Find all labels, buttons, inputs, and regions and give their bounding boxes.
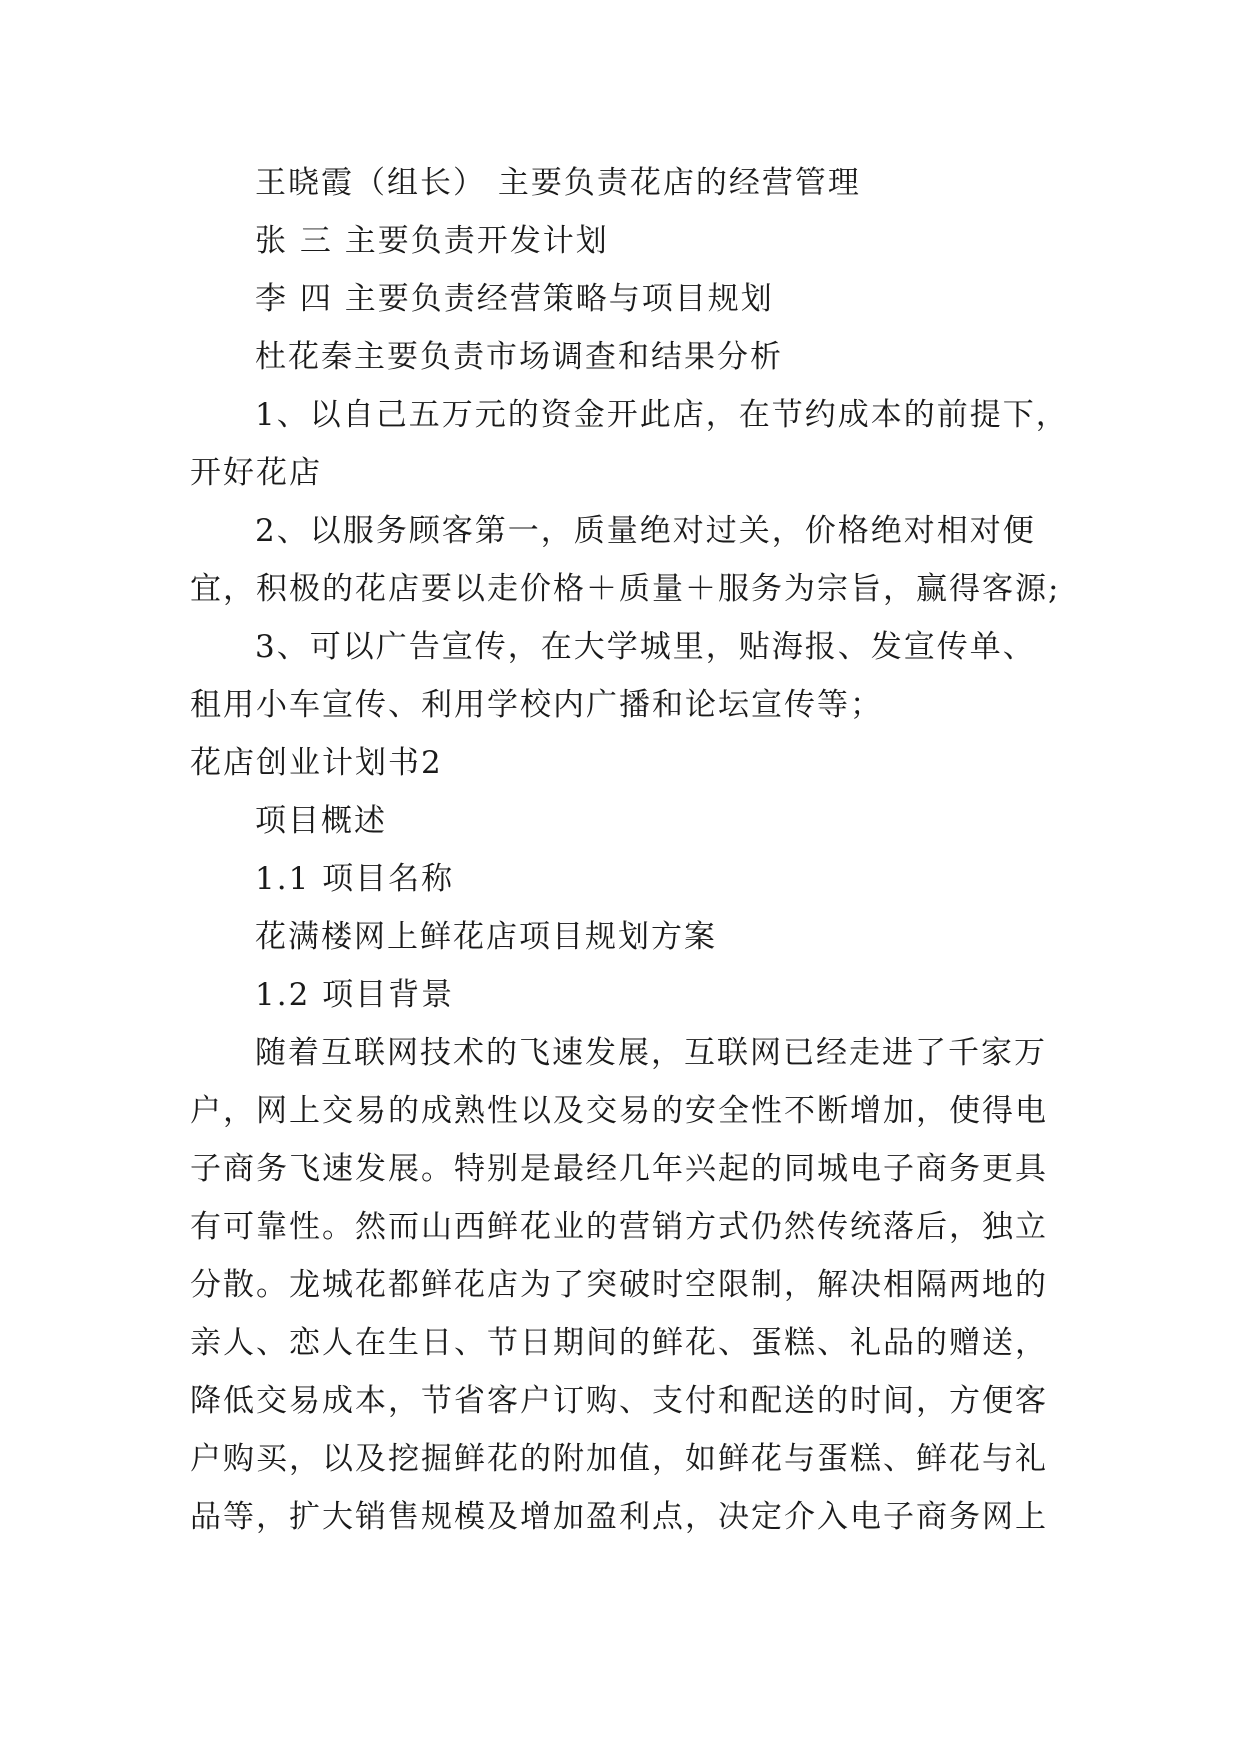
team-member-zhang: 张 三 主要负责开发计划 <box>255 223 609 259</box>
goal-3-line-1: 3、可以广告宣传，在大学城里，贴海报、发宣传单、 <box>255 629 1036 665</box>
background-line-4: 有可靠性。然而山西鲜花业的营销方式仍然传统落后，独立 <box>190 1209 1048 1245</box>
goal-2-line-1: 2、以服务顾客第一，质量绝对过关，价格绝对相对便 <box>255 513 1036 549</box>
goal-2-line-2: 宜，积极的花店要以走价格＋质量＋服务为宗旨，赢得客源; <box>190 571 1061 607</box>
background-line-8: 户购买，以及挖掘鲜花的附加值，如鲜花与蛋糕、鲜花与礼 <box>190 1441 1048 1477</box>
heading-project-background: 1.2 项目背景 <box>255 977 455 1013</box>
background-line-6: 亲人、恋人在生日、节日期间的鲜花、蛋糕、礼品的赠送， <box>190 1325 1048 1361</box>
background-line-7: 降低交易成本，节省客户订购、支付和配送的时间，方便客 <box>190 1383 1048 1419</box>
project-name-text: 花满楼网上鲜花店项目规划方案 <box>255 919 717 955</box>
heading-project-name: 1.1 项目名称 <box>255 861 455 897</box>
heading-project-overview: 项目概述 <box>255 803 387 839</box>
background-line-5: 分散。龙城花都鲜花店为了突破时空限制，解决相隔两地的 <box>190 1267 1048 1303</box>
goal-1-line-2: 开好花店 <box>190 455 322 491</box>
background-line-2: 户，网上交易的成熟性以及交易的安全性不断增加，使得电 <box>190 1093 1048 1129</box>
background-line-3: 子商务飞速发展。特别是最经几年兴起的同城电子商务更具 <box>190 1151 1048 1187</box>
section-title: 花店创业计划书2 <box>190 745 443 781</box>
team-member-wang: 王晓霞（组长） 主要负责花店的经营管理 <box>255 165 861 201</box>
team-member-li: 李 四 主要负责经营策略与项目规划 <box>255 281 774 317</box>
goal-3-line-2: 租用小车宣传、利用学校内广播和论坛宣传等； <box>190 687 883 723</box>
background-line-9: 品等，扩大销售规模及增加盈利点，决定介入电子商务网上 <box>190 1499 1048 1535</box>
background-line-1: 随着互联网技术的飞速发展，互联网已经走进了千家万 <box>255 1035 1047 1071</box>
goal-1-line-1: 1、以自己五万元的资金开此店，在节约成本的前提下， <box>255 397 1069 433</box>
team-member-du: 杜花秦主要负责市场调查和结果分析 <box>255 339 783 375</box>
